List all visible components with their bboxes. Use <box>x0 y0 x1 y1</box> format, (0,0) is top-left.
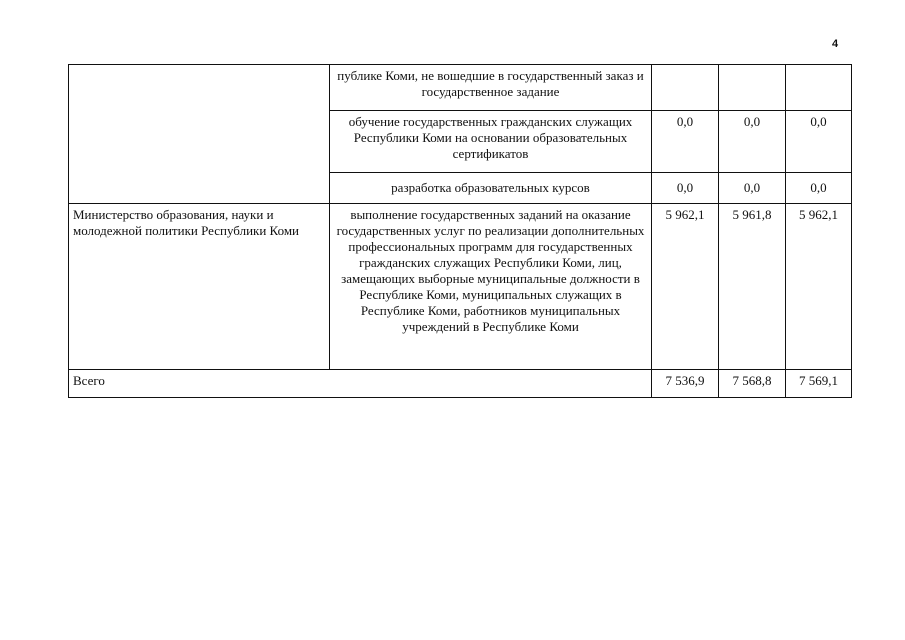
value-cell: 5 962,1 <box>786 204 852 370</box>
purpose-cell: обучение государственных гражданских служащих Республики Коми на основании образовательных сертификатов <box>330 111 652 173</box>
value-cell: 5 961,8 <box>719 204 786 370</box>
purpose-cell: публике Коми, не вошедшие в государственный заказ и государственное задание <box>330 65 652 111</box>
value-cell: 0,0 <box>786 173 852 204</box>
total-value-cell: 7 569,1 <box>786 370 852 398</box>
total-value-cell: 7 568,8 <box>719 370 786 398</box>
budget-table <box>68 64 852 398</box>
total-row <box>69 370 852 398</box>
table-row <box>69 204 852 370</box>
total-label: Всего <box>69 370 652 398</box>
value-cell <box>719 65 786 111</box>
value-cell: 0,0 <box>719 173 786 204</box>
value-cell: 0,0 <box>652 173 719 204</box>
purpose-cell: разработка образовательных курсов <box>330 173 652 204</box>
table-row <box>69 65 852 111</box>
purpose-cell: выполнение государственных заданий на оказание государственных услуг по реализации дополнительных профессиональных программ для государственных гражданских служащих Республики Коми, лиц, замещающих выборные муниципальные должности в Республике Коми, муниципальных служащих в Республике Коми, работников муниципальных учреждений в Республике Коми <box>330 204 652 370</box>
organization-cell: Министерство образования, науки и молодежной политики Республики Коми <box>69 204 330 370</box>
value-cell: 0,0 <box>786 111 852 173</box>
value-cell <box>786 65 852 111</box>
value-cell: 5 962,1 <box>652 204 719 370</box>
organization-cell <box>69 65 330 204</box>
value-cell: 0,0 <box>719 111 786 173</box>
value-cell: 0,0 <box>652 111 719 173</box>
page-number: 4 <box>832 38 839 50</box>
value-cell <box>652 65 719 111</box>
total-value-cell: 7 536,9 <box>652 370 719 398</box>
